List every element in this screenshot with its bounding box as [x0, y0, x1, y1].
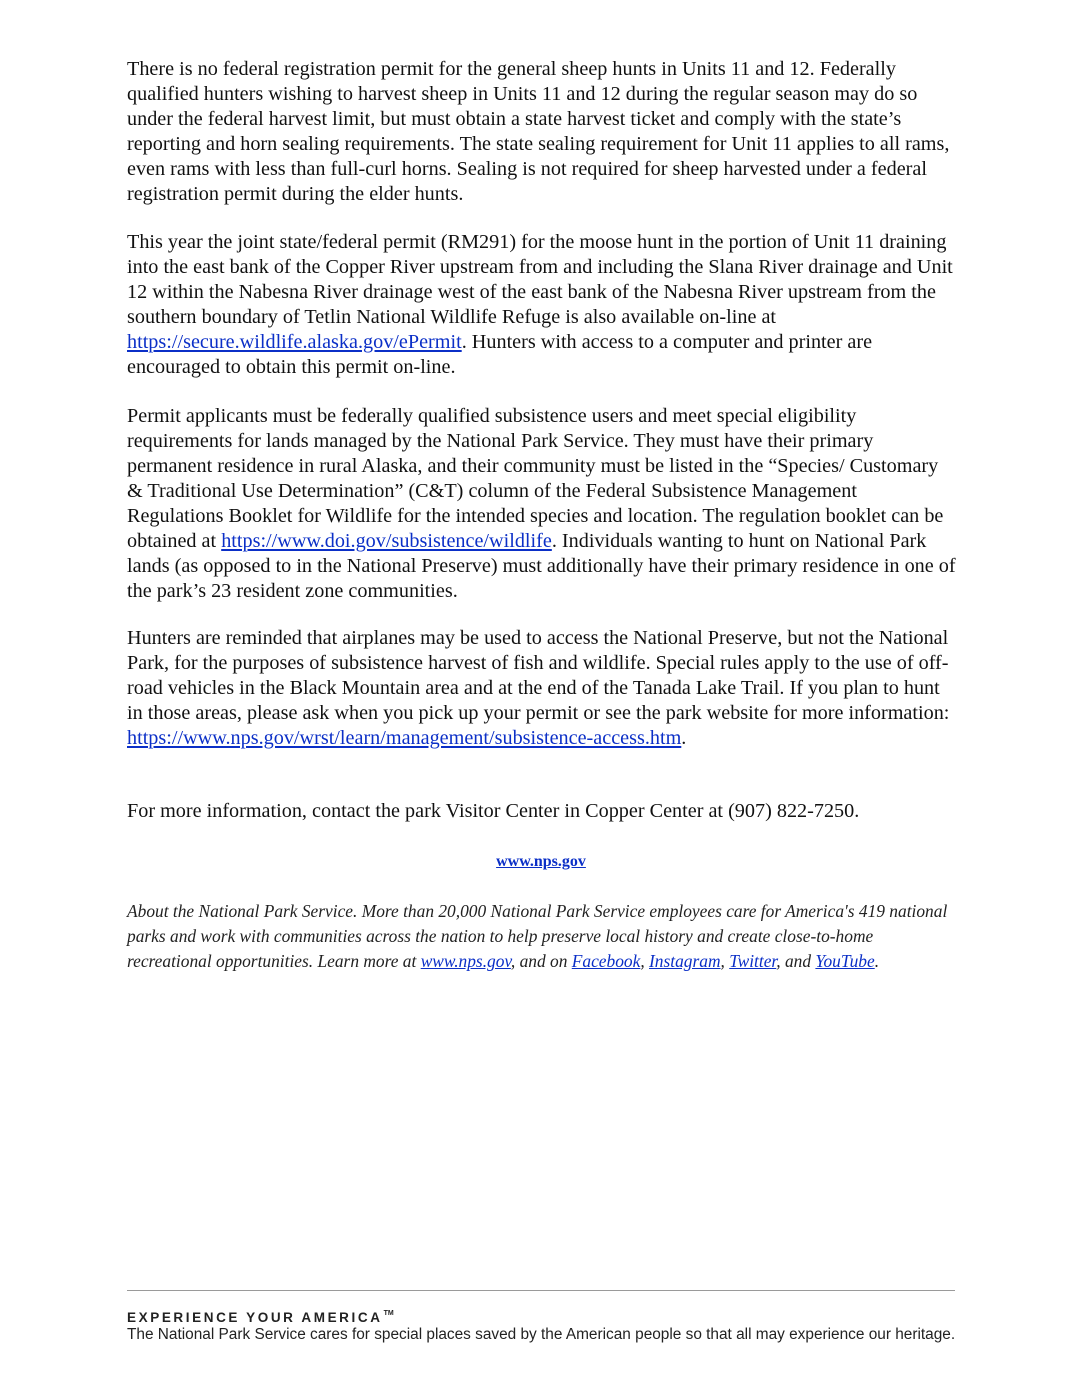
paragraph-access-rules — [127, 626, 957, 751]
about-nps-paragraph — [127, 899, 957, 974]
twitter-link[interactable]: Twitter — [729, 951, 777, 971]
trademark-mark: TM — [383, 1310, 394, 1317]
paragraph-sheep-hunts: There is no federal registration permit for the general sheep hunts in Units 11 and 12. Federally qualified hunters wishing to harvest sheep in Units 11 and 12 during the regular season may do so under the federal harvest limit, but must obtain a state harvest ticket and comply with the state’s reporting and horn sealing requirements. The state sealing requirement for Unit 11 applies to all rams, even rams with less than full-curl horns. Sealing is not required for sheep harvested under a federal registration permit during the elder hunts. — [127, 58, 950, 205]
about-text: About the National Park Service. More than 20,000 National Park Service employees care for America's 419 national parks and work with communities across the nation to help preserve local history and create close-to-home recreational opportunities. Learn more at — [127, 901, 948, 971]
footer-title — [127, 1305, 394, 1327]
footer-tagline: The National Park Service cares for special places saved by the American people so that all may experience our heritage. — [127, 1326, 956, 1343]
paragraph-text: This year the joint state/federal permit (RM291) for the moose hunt in the portion of Unit 11 draining into the east bank of the Copper River upstream from and including the Slana River drainage and Unit 12 within the Nabesna River drainage west of the east bank of the Nabesna River upstream from the southern boundary of Tetlin National Wildlife Refuge is also available on-line at — [127, 231, 953, 328]
about-separator: , and on — [510, 951, 572, 971]
nps-link[interactable]: www.nps.gov — [420, 951, 511, 971]
paragraph-text: Permit applicants must be federally qualified subsistence users and meet special eligibility requirements for lands managed by the National Park Service. They must have their primary permanent residence in rural Alaska, and their community must be listed in the “Species/ Customary & Traditional Use Determination” (C&T) column of the Federal Subsistence Management Regulations Booklet for Wildlife for the intended species and location. The regulation booklet can be obtained at — [127, 405, 944, 552]
instagram-link[interactable]: Instagram — [649, 951, 721, 971]
nps-website-link[interactable]: www.nps.gov — [496, 853, 586, 870]
paragraph-text: Hunters are reminded that airplanes may be used to access the National Preserve, but not the National Park, for the purposes of subsistence harvest of fish and wildlife. Special rules apply to the use of off-road vehicles in the Black Mountain area and at the end of the Tanada Lake Trail. If you plan to hunt in those areas, please ask when you pick up your permit or see the park website for more information: — [127, 627, 950, 724]
about-end: . — [874, 951, 880, 971]
paragraph-text: . Hunters with access to a computer and printer are encouraged to obtain this permit on-line. — [127, 331, 873, 378]
about-separator: , — [640, 951, 650, 971]
paragraph-contact: For more information, contact the park Visitor Center in Copper Center at (907) 822-7250. — [127, 800, 860, 822]
facebook-link[interactable]: Facebook — [571, 951, 641, 971]
paragraph-text: . Individuals wanting to hunt on National Park lands (as opposed to in the National Preserve) must additionally have their primary residence in one of the park’s 23 resident zone communities. — [127, 530, 956, 602]
footer-divider — [127, 1290, 955, 1291]
paragraph-text: . — [681, 727, 687, 749]
paragraph-eligibility — [127, 404, 957, 604]
subsistence-access-link[interactable]: https://www.nps.gov/wrst/learn/management/subsistence-access.htm — [127, 727, 682, 749]
footer-title-text: EXPERIENCE YOUR AMERICA — [127, 1310, 383, 1325]
doi-subsistence-link[interactable]: https://www.doi.gov/subsistence/wildlife — [221, 530, 552, 552]
about-separator: , — [720, 951, 730, 971]
paragraph-moose-permit — [127, 230, 957, 380]
about-separator: , and — [776, 951, 816, 971]
youtube-link[interactable]: YouTube — [815, 951, 875, 971]
epermit-link[interactable]: https://secure.wildlife.alaska.gov/ePermit — [127, 331, 462, 353]
nps-website-row — [0, 852, 1082, 872]
